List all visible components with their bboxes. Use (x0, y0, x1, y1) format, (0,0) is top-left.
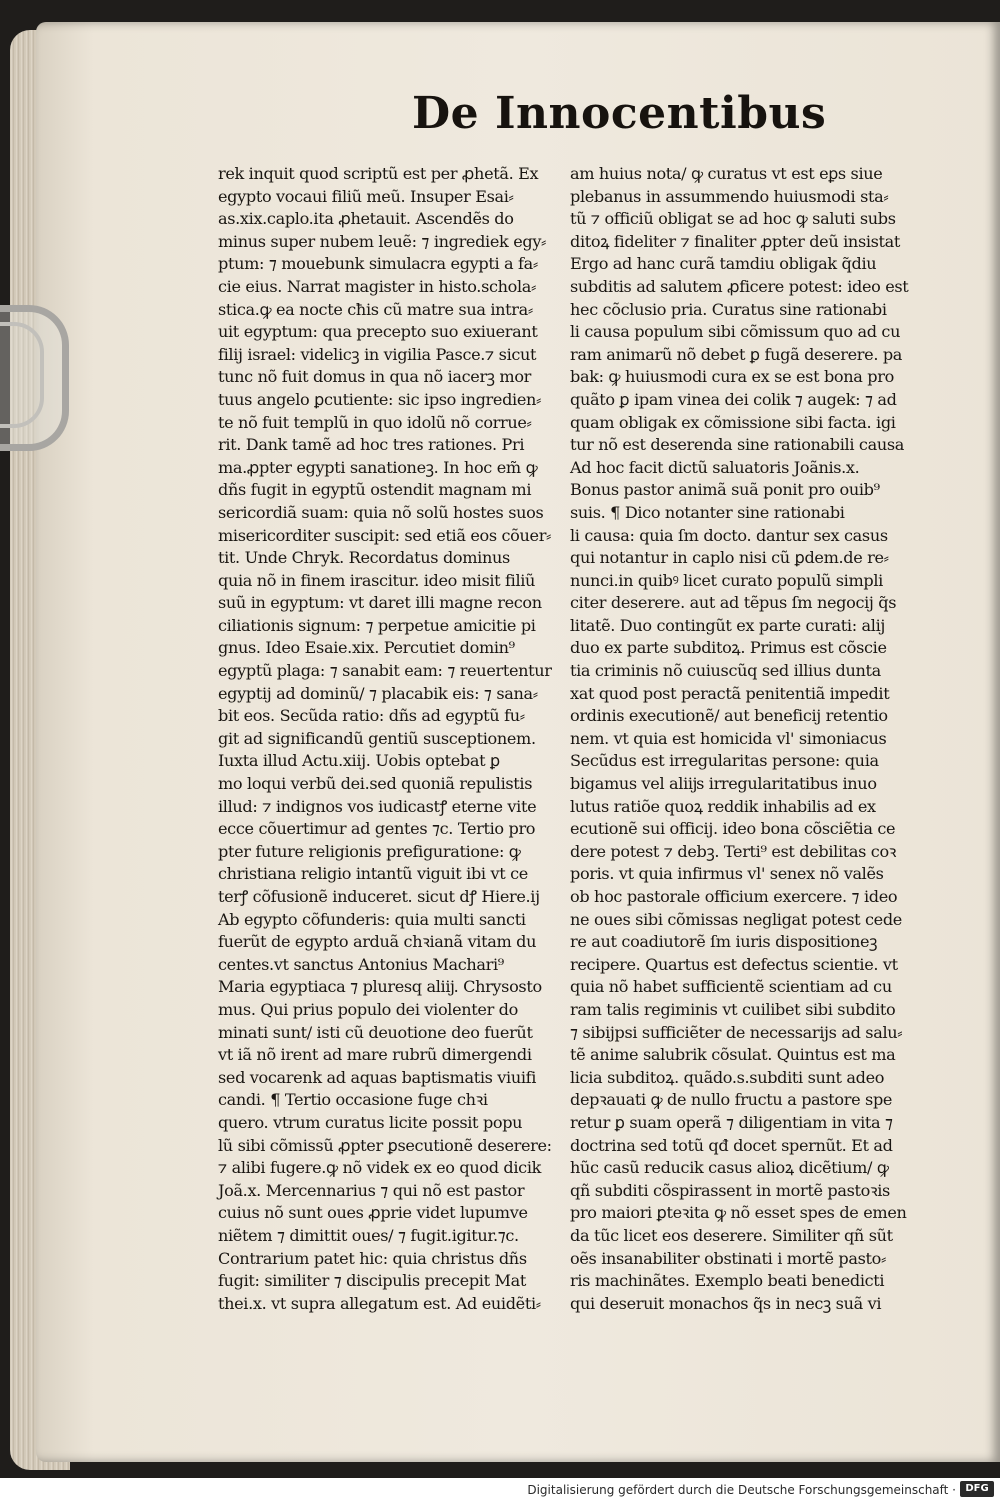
text-line: sericordiã suam: quia nõ solũ hostes suos (218, 502, 544, 522)
text-line: thei.x. vt supra allegatum est. Ad euidẽti⸗ (218, 1293, 541, 1313)
text-line: suis. ¶ Dico notanter sine rationabi (570, 502, 845, 522)
text-line: am huius nota/ ꝙ curatus vt est eꝑs siue (570, 164, 883, 183)
text-line: oẽs insanabiliter obstinati i mortẽ pasto⸗ (570, 1248, 887, 1268)
text-line: ris machinãtes. Exemplo beati benedicti (570, 1271, 885, 1291)
text-line: dñs fugit in egyptũ ostendit magnam mi (218, 480, 532, 500)
running-head: De Innocentibus (412, 88, 827, 139)
text-line: minati sunt/ isti cũ deuotione deo fuerũt (218, 1022, 533, 1042)
text-line: egypto vocaui filiũ meũ. Insuper Esai⸗ (218, 186, 514, 206)
text-line: poris. vt quia infirmus vl' senex nõ valẽs (570, 864, 884, 884)
text-line: nunci.in quibꝰ licet curato populũ simpli (570, 570, 883, 590)
text-line: stica.ꝙ ea nocte cħis cũ matre sua intra⸗ (218, 299, 533, 319)
text-line: quia nõ in finem irascitur. ideo misit filiũ (218, 570, 536, 590)
text-line: te nõ fuit templũ in quo idolũ nõ corrue⸗ (218, 412, 532, 432)
footer-credit: Digitalisierung gefördert durch die Deutsche Forschungsgemeinschaft · (527, 1483, 956, 1497)
text-line: egyptũ plaga: ⁊ sanabit eam: ⁊ reuertentur (218, 661, 552, 681)
left-text-column (218, 163, 568, 1315)
text-line: quero. vtrum curatus licite possit popu (218, 1112, 523, 1132)
text-line: sed vocarenk ad aquas baptismatis viuifi (218, 1067, 537, 1087)
right-text-column (570, 163, 932, 1315)
text-line: litatẽ. Duo contingũt ex parte curati: alij (570, 615, 886, 635)
text-line: lũ sibi cõmissũ ꝓpter ꝑsecutionẽ deserere: (218, 1135, 552, 1155)
text-line: bit eos. Secũda ratio: dñs ad egyptũ fu⸗ (218, 706, 525, 726)
text-line: uit egyptum: qua precepto suo exiuerant (218, 322, 538, 342)
page-clip-inner (0, 322, 44, 428)
text-line: ⁊ alibi fugere.ꝙ nõ videk ex eo quod dicik (218, 1158, 542, 1178)
text-line: qui deseruit monachos q̃s in necꝫ suã vi (570, 1293, 882, 1313)
text-line: re aut coadiutorẽ ſm iuris dispositioneꝫ (570, 932, 878, 952)
text-line: Maria egyptiaca ⁊ pluresq aliĳ. Chrysosto (218, 977, 542, 997)
text-line: terꝭ cõfusionẽ induceret. sicut dꝭ Hiere.ij (218, 887, 540, 906)
dfg-logo: DFG (960, 1481, 994, 1497)
text-line: hec cõclusio pria. Curatus sine rationabi (570, 299, 887, 319)
text-line: cie eius. Narrat magister in histo.schola⸗ (218, 276, 537, 296)
text-line: ditoꝝ fideliter ⁊ finaliter ꝓpter deũ insistat (570, 231, 901, 251)
text-line: ptum: ⁊ mouebunk simulacra egypti a fa⸗ (218, 254, 538, 274)
text-line: ne oues sibi cõmissas negligat potest cede (570, 909, 902, 929)
text-line: li causa: quia ſm docto. dantur sex casus (570, 525, 888, 545)
text-line: lutus ratiõe quoꝝ reddik inhabilis ad ex (570, 796, 876, 816)
text-line: niẽtem ⁊ dimittit oues/ ⁊ fugit.igitur.⁊c. (218, 1225, 519, 1245)
text-line: tur nõ est deserenda sine rationabili causa (570, 435, 904, 455)
text-line: fuerũt de egypto arduã chꝛianã vitam du (218, 932, 537, 952)
text-line: tia criminis nõ cuiuscũq sed illius dunta (570, 661, 881, 681)
text-line: minus super nubem leuẽ: ⁊ ingrediek egy⸗ (218, 231, 547, 251)
text-line: Bonus pastor animã suã ponit pro ouib⁹ (570, 480, 880, 500)
text-line: licia subditoꝝ. quãdo.s.subditi sunt adeo (570, 1067, 885, 1087)
text-line: bak: ꝙ huiusmodi cura ex se est bona pro (570, 367, 894, 387)
text-line: quãto ꝑ ipam vinea dei colik ⁊ augek: ⁊ ad (570, 389, 897, 409)
text-line: ob hoc pastorale officium exercere. ⁊ ideo (570, 887, 898, 906)
text-line: ram talis regiminis vt cuilibet sibi subdito (570, 999, 896, 1019)
text-line: pter future religionis prefiguratione: ꝙ (218, 841, 521, 861)
text-line: doctrina sed totũ qđ docet spernũt. Et ad (570, 1135, 893, 1155)
text-line: quam obligak ex cõmissione sibi facta. igi (570, 412, 896, 432)
text-line: qñ subditi cõspirassent in mortẽ pastoꝛis (570, 1180, 890, 1200)
text-line: pro maiori ꝑteꝛita ꝙ nõ esset spes de emen (570, 1203, 907, 1223)
text-line: candi. ¶ Tertio occasione fuge chꝛi (218, 1090, 488, 1110)
text-line: gnus. Ideo Esaie.xix. Percutiet domin⁹ (218, 638, 515, 658)
text-line: Contrarium patet hic: quia christus dñs (218, 1248, 527, 1268)
text-line: Ergo ad hanc curã tamdiu obligak q̃diu (570, 254, 877, 274)
text-line: git ad significandũ gentiũ susceptionem. (218, 728, 536, 748)
text-line: Iuxta illud Actu.xiij. Uobis optebat ꝑ (218, 751, 500, 771)
text-line: tẽ anime salubrik cõsulat. Quintus est ma (570, 1045, 896, 1065)
text-line: da tũc licet eos deserere. Similiter qñ sũt (570, 1225, 893, 1245)
text-line: ram animarũ nõ debet ꝑ fugã deserere. pa (570, 344, 903, 364)
text-line: retur ꝑ suam operã ⁊ diligentiam in vita ⁊ (570, 1112, 893, 1132)
text-line: tũ ⁊ officiũ obligat se ad hoc ꝙ saluti subs (570, 209, 896, 229)
text-line: suũ in egyptum: vt daret illi magne recon (218, 593, 542, 613)
text-line: Secũdus est irregularitas persone: quia (570, 751, 879, 771)
text-line: rit. Dank tamẽ ad hoc tres rationes. Pri (218, 435, 525, 455)
text-line: ordinis executionẽ/ aut beneficij retentio (570, 706, 888, 726)
text-line: ⁊ sibijpsi sufficiẽter de necessarijs ad salu⸗ (570, 1022, 903, 1042)
text-line: mus. Qui prius populo dei violenter do (218, 999, 518, 1019)
text-line: illud: ⁊ indignos vos iudicastꝭ eterne vite (218, 796, 537, 816)
text-line: cuius nõ sunt oues ꝓprie videt lupumve (218, 1203, 528, 1223)
text-line: subditis ad salutem ꝓficere potest: ideo est (570, 276, 909, 296)
text-line: misericorditer suscipit: sed etiã eos cõuer⸗ (218, 525, 552, 545)
text-line: filij israel: videlicꝫ in vigilia Pasce.⁊ sicut (218, 344, 537, 364)
text-line: plebanus in assummendo huiusmodi sta⸗ (570, 186, 889, 206)
text-line: mo loqui verbũ dei.sed quoniã repulistis (218, 774, 533, 794)
text-line: tit. Unde Chryk. Recordatus dominus (218, 548, 510, 568)
text-line: centes.vt sanctus Antonius Machari⁹ (218, 954, 504, 974)
text-line: fugit: similiter ⁊ discipulis precepit Mat (218, 1271, 526, 1291)
text-line: ciliationis signum: ⁊ perpetue amicitie pi (218, 615, 536, 635)
text-line: ecutionẽ sui officij. ideo bona cõsciẽtia ce (570, 819, 896, 839)
text-line: xat quod post peractã penitentiã impedit (570, 683, 890, 703)
text-line: Ab egypto cõfunderis: quia multi sancti (218, 909, 526, 929)
text-line: ma.ꝓpter egypti sanationeꝫ. In hoc em̃ ꝙ (218, 457, 538, 477)
text-line: depꝛauati ꝙ de nullo fructu a pastore spe (570, 1090, 893, 1110)
text-line: vt iã nõ irent ad mare rubrũ dimergendi (218, 1045, 532, 1065)
text-line: qui notantur in caplo nisi cũ ꝑdem.de re⸗ (570, 548, 889, 568)
text-line: duo ex parte subditoꝝ. Primus est cõscie (570, 638, 887, 658)
text-line: Joã.x. Mercennarius ⁊ qui nõ est pastor (218, 1180, 525, 1200)
text-line: christiana religio intantũ viguit ibi vt ce (218, 864, 528, 884)
text-line: Ad hoc facit dictũ saluatoris Joãnis.x. (570, 457, 860, 477)
text-line: li causa populum sibi cõmissum quo ad cu (570, 322, 901, 342)
text-line: recipere. Quartus est defectus scientie. vt (570, 954, 898, 974)
text-line: rek inquit quod scriptũ est per ꝓhetã. Ex (218, 164, 539, 183)
text-line: citer deserere. aut ad tẽpus ſm negocij q̃s (570, 593, 897, 613)
text-line: tuus angelo ꝑcutiente: sic ipso ingredien⸗ (218, 389, 542, 409)
text-line: egyptij ad dominũ/ ⁊ placabik eis: ⁊ sana⸗ (218, 683, 538, 703)
text-line: nem. vt quia est homicida vl' simoniacus (570, 728, 887, 748)
text-line: quia nõ habet sufficientẽ scientiam ad cu (570, 977, 892, 997)
text-line: hũc casũ reducik casus alioꝝ dicẽtium/ ꝙ (570, 1158, 889, 1178)
text-line: tunc nõ fuit domus in qua nõ iacerꝫ mor (218, 367, 532, 387)
text-line: as.xix.caplo.ita ꝓhetauit. Ascendẽs do (218, 209, 514, 229)
text-line: ecce cõuertimur ad gentes ⁊c. Tertio pro (218, 819, 536, 839)
footer-bar (0, 1478, 1000, 1501)
text-line: bigamus vel aliĳs irregularitatibus inuo (570, 774, 877, 794)
text-line: dere potest ⁊ debꝫ. Terti⁹ est debilitas coꝛ (570, 841, 897, 861)
